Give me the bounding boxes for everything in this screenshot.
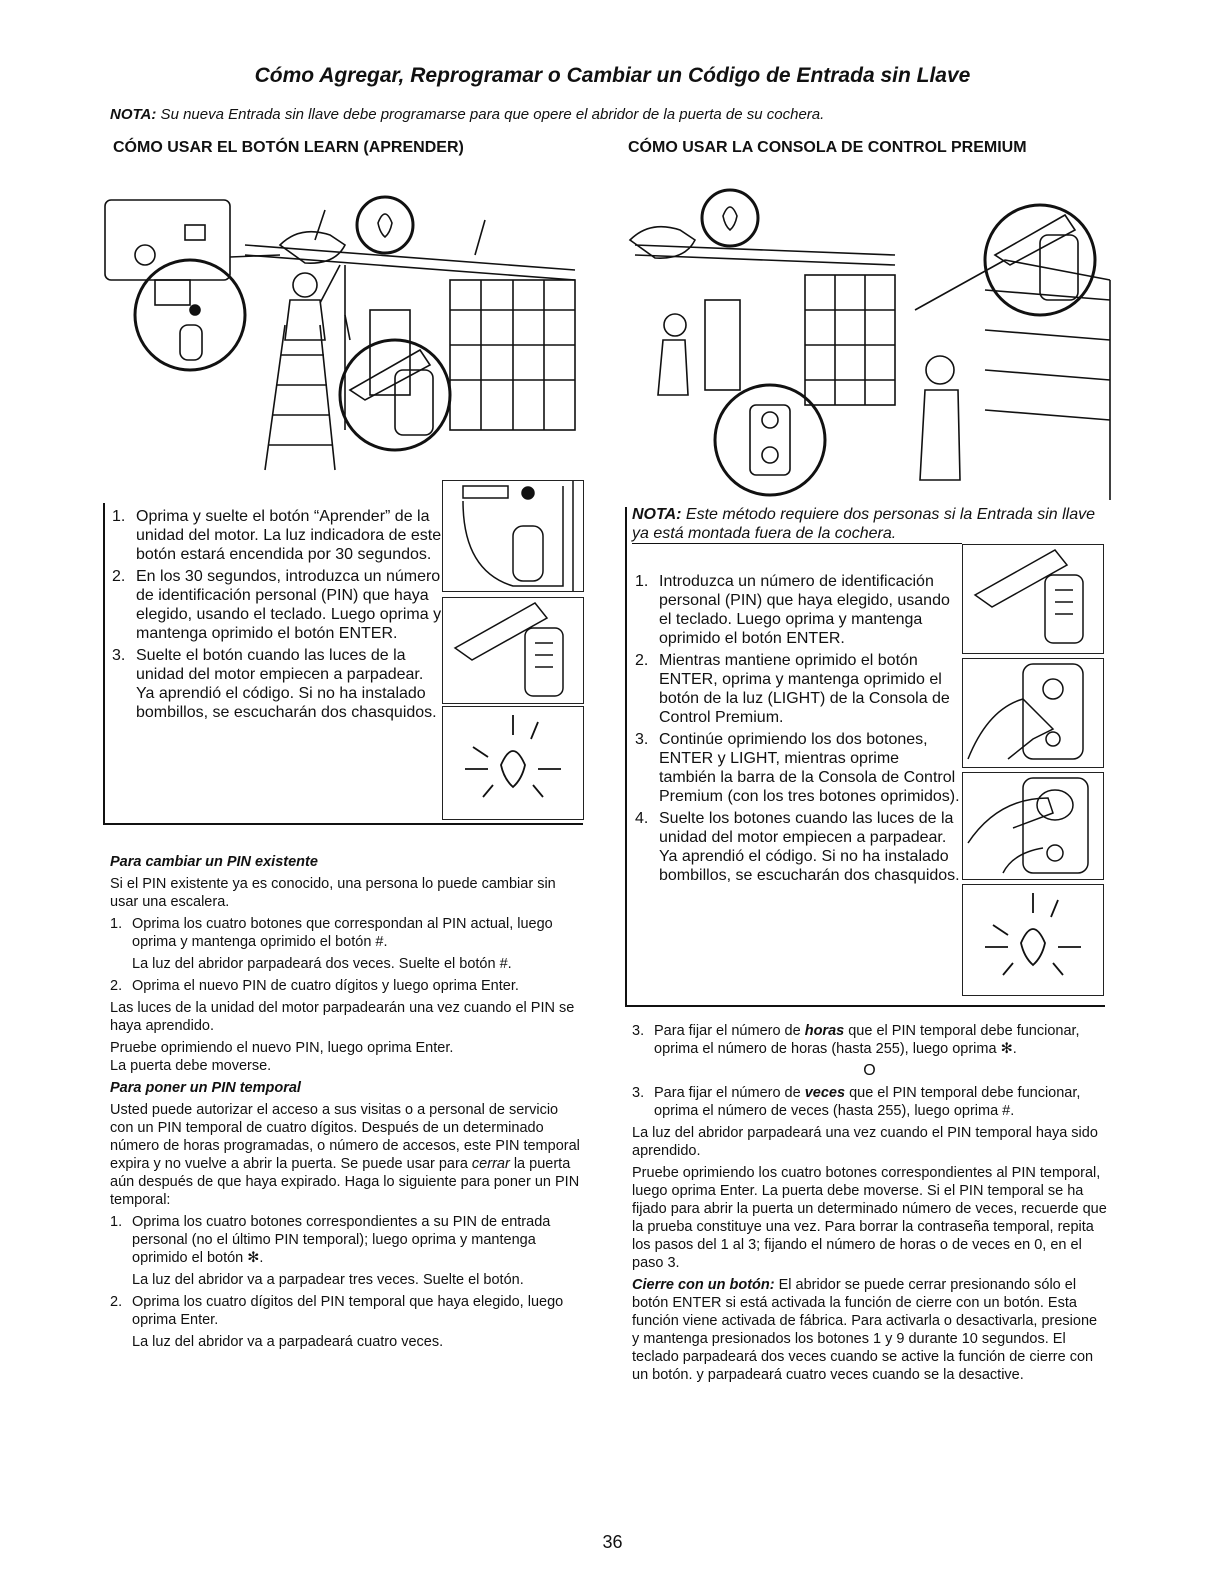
console-bar-press-image <box>962 772 1104 880</box>
change-pin-step-2: 2. Oprima el nuevo PIN de cuatro dígitos y luego oprima Enter. <box>110 978 519 994</box>
left-steps-section <box>112 507 442 725</box>
change-pin-heading: Para cambiar un PIN existente <box>110 854 318 870</box>
change-pin-p2b: La puerta debe moverse. <box>110 1058 272 1074</box>
left-step-1: 1. Oprima y suelte el botón “Aprender” de la unidad del motor. La luz indicadora de este botón estará encendida por 30 segundos. <box>112 508 442 563</box>
change-pin-p1: Las luces de la unidad del motor parpadearán una vez cuando el PIN se haya aprendido. <box>110 1000 575 1034</box>
top-note-label: NOTA: <box>110 106 157 123</box>
change-pin-intro: Si el PIN existente ya es conocido, una persona lo puede cambiar sin usar una escalera. <box>110 876 556 910</box>
learn-button-image <box>442 480 584 592</box>
left-heading: CÓMO USAR EL BOTÓN LEARN (APRENDER) <box>113 139 464 156</box>
left-step-2: 2. En los 30 segundos, introduzca un número de identificación personal (PIN) que haya elegido, usando el teclado. Luego oprima y mantenga oprimido el botón ENTER. <box>112 568 442 642</box>
or-separator: O <box>863 1062 876 1079</box>
right-heading: CÓMO USAR LA CONSOLA DE CONTROL PREMIUM <box>628 139 1027 156</box>
right-note-underline <box>632 543 962 544</box>
temp-pin-continued-section <box>632 1022 1107 1388</box>
temp-pin-step-3-times: 3. Para fijar el número de veces que el PIN temporal debe funcionar, oprima el número de veces (hasta 255), luego oprima #. <box>632 1085 1081 1119</box>
top-note-text: Su nueva Entrada sin llave debe programarse para que opere el abridor de la puerta de su cochera. <box>156 106 825 123</box>
right-note-label: NOTA: <box>632 506 682 523</box>
right-steps-bottom-rule <box>625 1005 1105 1007</box>
bulb-image-2 <box>962 884 1104 996</box>
temp-pin-intro: Usted puede autorizar el acceso a sus visitas o a personal de servicio con un PIN temporal de cuatro dígitos. Después de un determinado número de horas programadas, o número de accesos, este PIN temporal expira y no vuelve a abrir la puerta. Se puede usar para cerrar la puerta aún después de que haya expirado. Haga lo siguiente para poner un PIN temporal: <box>110 1102 580 1208</box>
temp-pin-step-3-hours: 3. Para fijar el número de horas que el PIN temporal debe funcionar, oprima el número de horas (hasta 255), luego oprima ✻. <box>632 1023 1080 1057</box>
change-pin-step-1: 1. Oprima los cuatro botones que correspondan al PIN actual, luego oprima y mantenga oprimido el botón #. La luz del abridor parpadeará dos veces. Suelte el botón #. <box>110 916 553 972</box>
change-pin-section <box>110 853 580 1355</box>
right-steps-section <box>635 572 960 888</box>
temp-pin-step-1: 1. Oprima los cuatro botones correspondientes a su PIN de entrada personal (no el último PIN temporal); luego oprima y mantenga oprimido el botón ✻. La luz del abridor va a parpadear tres veces. Suelte el botón. <box>110 1214 551 1288</box>
left-step-3: 3. Suelte el botón cuando las luces de la unidad del motor empiecen a parpadear. Ya aprendió el código. Si no ha instalado bombillos, se escucharán dos chasquidos. <box>112 647 437 721</box>
right-step-2: 2. Mientras mantiene oprimido el botón ENTER, oprima y mantenga oprimido el botón de la luz (LIGHT) de la Consola de Control Premium. <box>635 652 950 726</box>
keypad-image-2 <box>962 544 1104 654</box>
top-note <box>110 106 824 123</box>
right-step-1: 1. Introduzca un número de identificación personal (PIN) que haya elegido, usando el teclado. Luego oprima y mantenga oprimido el botón ENTER. <box>635 573 950 647</box>
bulb-image-1 <box>442 706 584 820</box>
console-light-button-image <box>962 658 1104 768</box>
keypad-image-1 <box>442 597 584 704</box>
right-note <box>632 505 1102 543</box>
garage-premium-console-illustration <box>615 180 1125 500</box>
right-p2: Pruebe oprimiendo los cuatro botones correspondientes al PIN temporal, luego oprima Enter. La puerta debe moverse. Si el PIN temporal se ha fijado para abrir la puerta un determinado número de veces, recuerde que la prueba constituye una vez. Para borrar la contraseña temporal, repita los pasos del 1 al 3; fijando el número de horas o de veces en 0, en el paso 3. <box>632 1165 1107 1271</box>
garage-learn-button-illustration <box>95 185 605 490</box>
one-button-close: Cierre con un botón: El abridor se puede cerrar presionando sólo el botón ENTER si está activada la función de cierre con un botón. Esta función viene activada de fábrica. Para activarla o desactivarla, presione y mantenga presionados los botones 1 y 9 durante 10 segundos. El teclado parpadeará dos veces cuando se active la función de cierre con un botón. y parpadeará cuatro veces cuando se la desactive. <box>632 1277 1098 1383</box>
left-steps-bottom-rule <box>103 823 583 825</box>
page-number: 36 <box>602 1532 623 1552</box>
right-step-4: 4. Suelte los botones cuando las luces de la unidad del motor empiecen a parpadear. Ya aprendió el código. Si no ha instalado bombillos, se escucharán dos chasquidos. <box>635 810 960 884</box>
page-title: Cómo Agregar, Reprogramar o Cambiar un Código de Entrada sin Llave <box>254 64 971 87</box>
change-pin-p2a: Pruebe oprimiendo el nuevo PIN, luego oprima Enter. <box>110 1040 454 1056</box>
right-steps-vertical-rule <box>625 507 627 1007</box>
right-note-text: Este método requiere dos personas si la Entrada sin llave ya está montada fuera de la cochera. <box>632 506 1096 542</box>
left-steps-vertical-rule <box>103 503 105 825</box>
right-step-3: 3. Continúe oprimiendo los dos botones, ENTER y LIGHT, mientras oprime también la barra de la Consola de Control Premium (con los tres botones oprimidos). <box>635 731 960 805</box>
temp-pin-step-2: 2. Oprima los cuatro dígitos del PIN temporal que haya elegido, luego oprima Enter. La luz del abridor va a parpadeará cuatro veces. <box>110 1294 564 1350</box>
temp-pin-heading: Para poner un PIN temporal <box>110 1080 301 1096</box>
right-p1: La luz del abridor parpadeará una vez cuando el PIN temporal haya sido aprendido. <box>632 1125 1098 1159</box>
